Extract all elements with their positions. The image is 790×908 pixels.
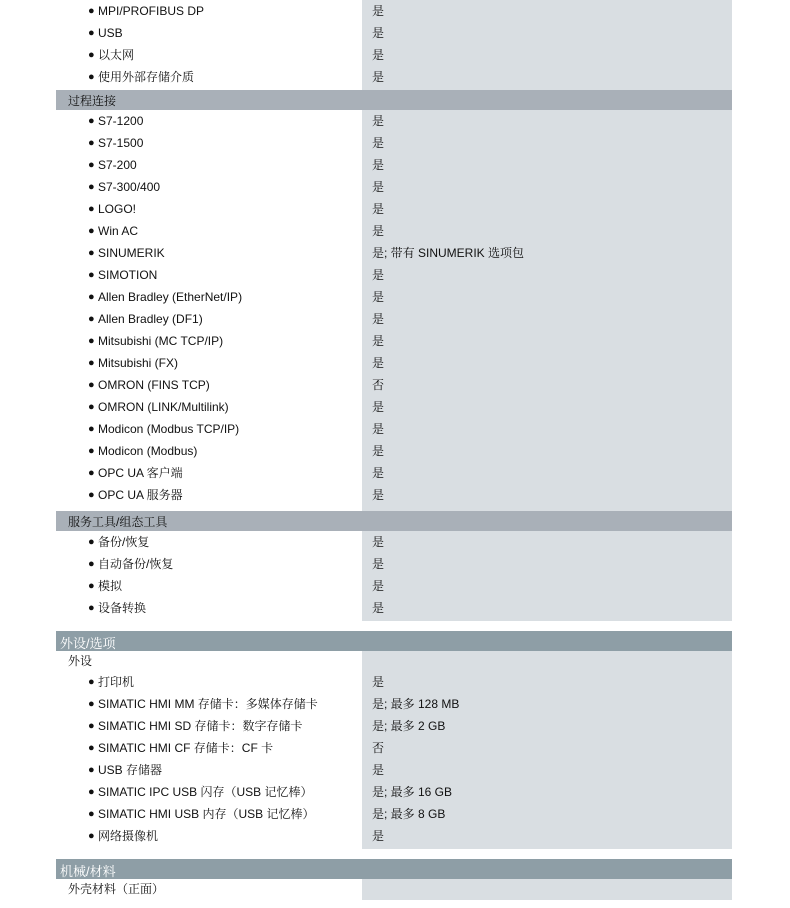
bullet-icon: ● xyxy=(88,269,95,281)
bullet-icon: ● xyxy=(88,203,95,215)
spec-row xyxy=(56,154,732,176)
spec-value: 是 xyxy=(372,290,385,304)
spec-label: SIMATIC HMI SD 存储卡：数字存储卡 xyxy=(98,719,303,733)
spec-row xyxy=(56,781,732,803)
bullet-icon: ● xyxy=(88,489,95,501)
spec-label: OMRON (FINS TCP) xyxy=(98,378,210,392)
process-connection-header xyxy=(56,90,732,110)
section-title: 外设/选项 xyxy=(60,636,116,651)
spec-row xyxy=(56,396,732,418)
bullet-icon: ● xyxy=(88,137,95,149)
spec-value: 是 xyxy=(372,557,385,571)
spec-row xyxy=(56,44,732,66)
spec-row xyxy=(56,220,732,242)
spec-label: SINUMERIK xyxy=(98,246,165,260)
bullet-icon: ● xyxy=(88,698,95,710)
bullet-icon: ● xyxy=(88,159,95,171)
bullet-icon: ● xyxy=(88,401,95,413)
spec-row xyxy=(56,825,732,849)
spec-value: 是 xyxy=(372,158,385,172)
spec-value: 是 xyxy=(372,444,385,458)
bullet-icon: ● xyxy=(88,313,95,325)
bullet-icon: ● xyxy=(88,764,95,776)
housing-material-subheader xyxy=(56,879,732,900)
spec-row xyxy=(56,440,732,462)
peripherals-subheader xyxy=(56,651,732,671)
spec-value: 是 xyxy=(372,466,385,480)
spec-value: 是 xyxy=(372,422,385,436)
spec-row xyxy=(56,22,732,44)
spec-label: 自动备份/恢复 xyxy=(98,557,174,571)
spec-label: Allen Bradley (EtherNet/IP) xyxy=(98,290,243,304)
spec-row xyxy=(56,737,732,759)
bullet-icon: ● xyxy=(88,27,95,39)
spec-row xyxy=(56,597,732,621)
spec-value: 是 xyxy=(372,675,385,689)
spec-row xyxy=(56,132,732,154)
bullet-icon: ● xyxy=(88,357,95,369)
spec-label: 以太网 xyxy=(98,48,135,62)
spec-value: 是; 最多 16 GB xyxy=(372,785,453,799)
subheader-title: 外设 xyxy=(68,654,93,668)
bullet-icon: ● xyxy=(88,423,95,435)
bullet-icon: ● xyxy=(88,830,95,842)
spec-row xyxy=(56,242,732,264)
spec-row xyxy=(56,418,732,440)
spec-row xyxy=(56,330,732,352)
bullet-icon: ● xyxy=(88,71,95,83)
spec-row xyxy=(56,176,732,198)
bullet-icon: ● xyxy=(88,445,95,457)
spec-label: SIMOTION xyxy=(98,268,158,282)
subheader-title: 外壳材料（正面） xyxy=(68,882,165,896)
spec-value: 是 xyxy=(372,26,385,40)
spec-label: OMRON (LINK/Multilink) xyxy=(98,400,229,414)
bullet-icon: ● xyxy=(88,181,95,193)
spec-value: 是 xyxy=(372,136,385,150)
spec-value: 是 xyxy=(372,356,385,370)
bullet-icon: ● xyxy=(88,335,95,347)
bullet-icon: ● xyxy=(88,676,95,688)
spec-value: 是 xyxy=(372,48,385,62)
spec-value: 是; 最多 8 GB xyxy=(372,807,446,821)
spec-value: 是 xyxy=(372,579,385,593)
spec-row xyxy=(56,671,732,693)
spec-value: 是 xyxy=(372,829,385,843)
spec-label: LOGO! xyxy=(98,202,137,216)
spec-label: OPC UA 客户端 xyxy=(98,466,183,480)
spec-row xyxy=(56,374,732,396)
bullet-icon: ● xyxy=(88,379,95,391)
bullet-icon: ● xyxy=(88,225,95,237)
spec-row xyxy=(56,803,732,825)
spec-value: 是; 带有 SINUMERIK 选项包 xyxy=(372,246,525,260)
spec-value: 是 xyxy=(372,601,385,615)
bullet-icon: ● xyxy=(88,786,95,798)
spec-label: 使用外部存储介质 xyxy=(98,70,195,84)
spec-row xyxy=(56,575,732,597)
spec-row xyxy=(56,531,732,553)
spec-row xyxy=(56,66,732,90)
spec-value: 是 xyxy=(372,114,385,128)
spec-row xyxy=(56,352,732,374)
spec-row xyxy=(56,308,732,330)
spec-label: 打印机 xyxy=(98,675,135,689)
spec-value: 否 xyxy=(372,741,385,755)
spec-value: 是 xyxy=(372,180,385,194)
subhead-title: 过程连接 xyxy=(68,94,117,108)
bullet-icon: ● xyxy=(88,536,95,548)
spec-row xyxy=(56,0,732,22)
spec-row xyxy=(56,484,732,511)
spec-label: 备份/恢复 xyxy=(98,535,150,549)
spec-row xyxy=(56,286,732,308)
spec-label: OPC UA 服务器 xyxy=(98,488,183,502)
spec-label: SIMATIC HMI MM 存储卡：多媒体存储卡 xyxy=(98,697,318,711)
peripherals-section-header xyxy=(56,631,732,651)
spec-label: S7-300/400 xyxy=(98,180,161,194)
spec-label: 模拟 xyxy=(98,579,123,593)
bullet-icon: ● xyxy=(88,467,95,479)
spec-value: 是 xyxy=(372,202,385,216)
spec-label: USB 存储器 xyxy=(98,763,163,777)
spec-value: 是 xyxy=(372,400,385,414)
spec-row xyxy=(56,553,732,575)
spec-row xyxy=(56,693,732,715)
spec-row xyxy=(56,462,732,484)
section-title: 机械/材料 xyxy=(60,864,116,879)
spec-value: 是 xyxy=(372,488,385,502)
spec-label: MPI/PROFIBUS DP xyxy=(98,4,205,18)
spec-value: 是 xyxy=(372,268,385,282)
spec-label: Allen Bradley (DF1) xyxy=(98,312,203,326)
bullet-icon: ● xyxy=(88,580,95,592)
bullet-icon: ● xyxy=(88,742,95,754)
spec-row xyxy=(56,759,732,781)
spec-value: 是; 最多 2 GB xyxy=(372,719,446,733)
spec-value: 是 xyxy=(372,334,385,348)
bullet-icon: ● xyxy=(88,291,95,303)
spec-value: 否 xyxy=(372,378,385,392)
spec-label: SIMATIC IPC USB 闪存（USB 记忆棒） xyxy=(98,785,313,799)
spec-value: 是 xyxy=(372,763,385,777)
spec-label: SIMATIC HMI USB 内存（USB 记忆棒） xyxy=(98,807,315,821)
bullet-icon: ● xyxy=(88,720,95,732)
bullet-icon: ● xyxy=(88,49,95,61)
spec-row xyxy=(56,110,732,132)
spec-label: 网络摄像机 xyxy=(98,829,159,843)
bullet-icon: ● xyxy=(88,115,95,127)
bullet-icon: ● xyxy=(88,247,95,259)
spec-label: S7-1200 xyxy=(98,114,144,128)
spec-row xyxy=(56,264,732,286)
service-tools-header xyxy=(56,511,732,531)
spec-label: Mitsubishi (MC TCP/IP) xyxy=(98,334,224,348)
spec-label: Modicon (Modbus TCP/IP) xyxy=(98,422,240,436)
bullet-icon: ● xyxy=(88,558,95,570)
spec-value: 是 xyxy=(372,224,385,238)
spec-row xyxy=(56,198,732,220)
spec-label: Win AC xyxy=(98,224,139,238)
subhead-title: 服务工具/组态工具 xyxy=(68,515,168,529)
spec-value: 是; 最多 128 MB xyxy=(372,697,460,711)
spec-label: SIMATIC HMI CF 存储卡：CF 卡 xyxy=(98,741,274,755)
bullet-icon: ● xyxy=(88,808,95,820)
spec-row xyxy=(56,715,732,737)
spec-label: Modicon (Modbus) xyxy=(98,444,198,458)
spec-label: S7-200 xyxy=(98,158,137,172)
spec-label: 设备转换 xyxy=(98,601,147,615)
mechanical-section-header xyxy=(56,859,732,879)
spec-label: USB xyxy=(98,26,123,40)
spec-value: 是 xyxy=(372,535,385,549)
spec-label: Mitsubishi (FX) xyxy=(98,356,179,370)
bullet-icon: ● xyxy=(88,5,95,17)
spec-value: 是 xyxy=(372,312,385,326)
bullet-icon: ● xyxy=(88,602,95,614)
spec-label: S7-1500 xyxy=(98,136,144,150)
spec-value: 是 xyxy=(372,70,385,84)
spec-value: 是 xyxy=(372,4,385,18)
